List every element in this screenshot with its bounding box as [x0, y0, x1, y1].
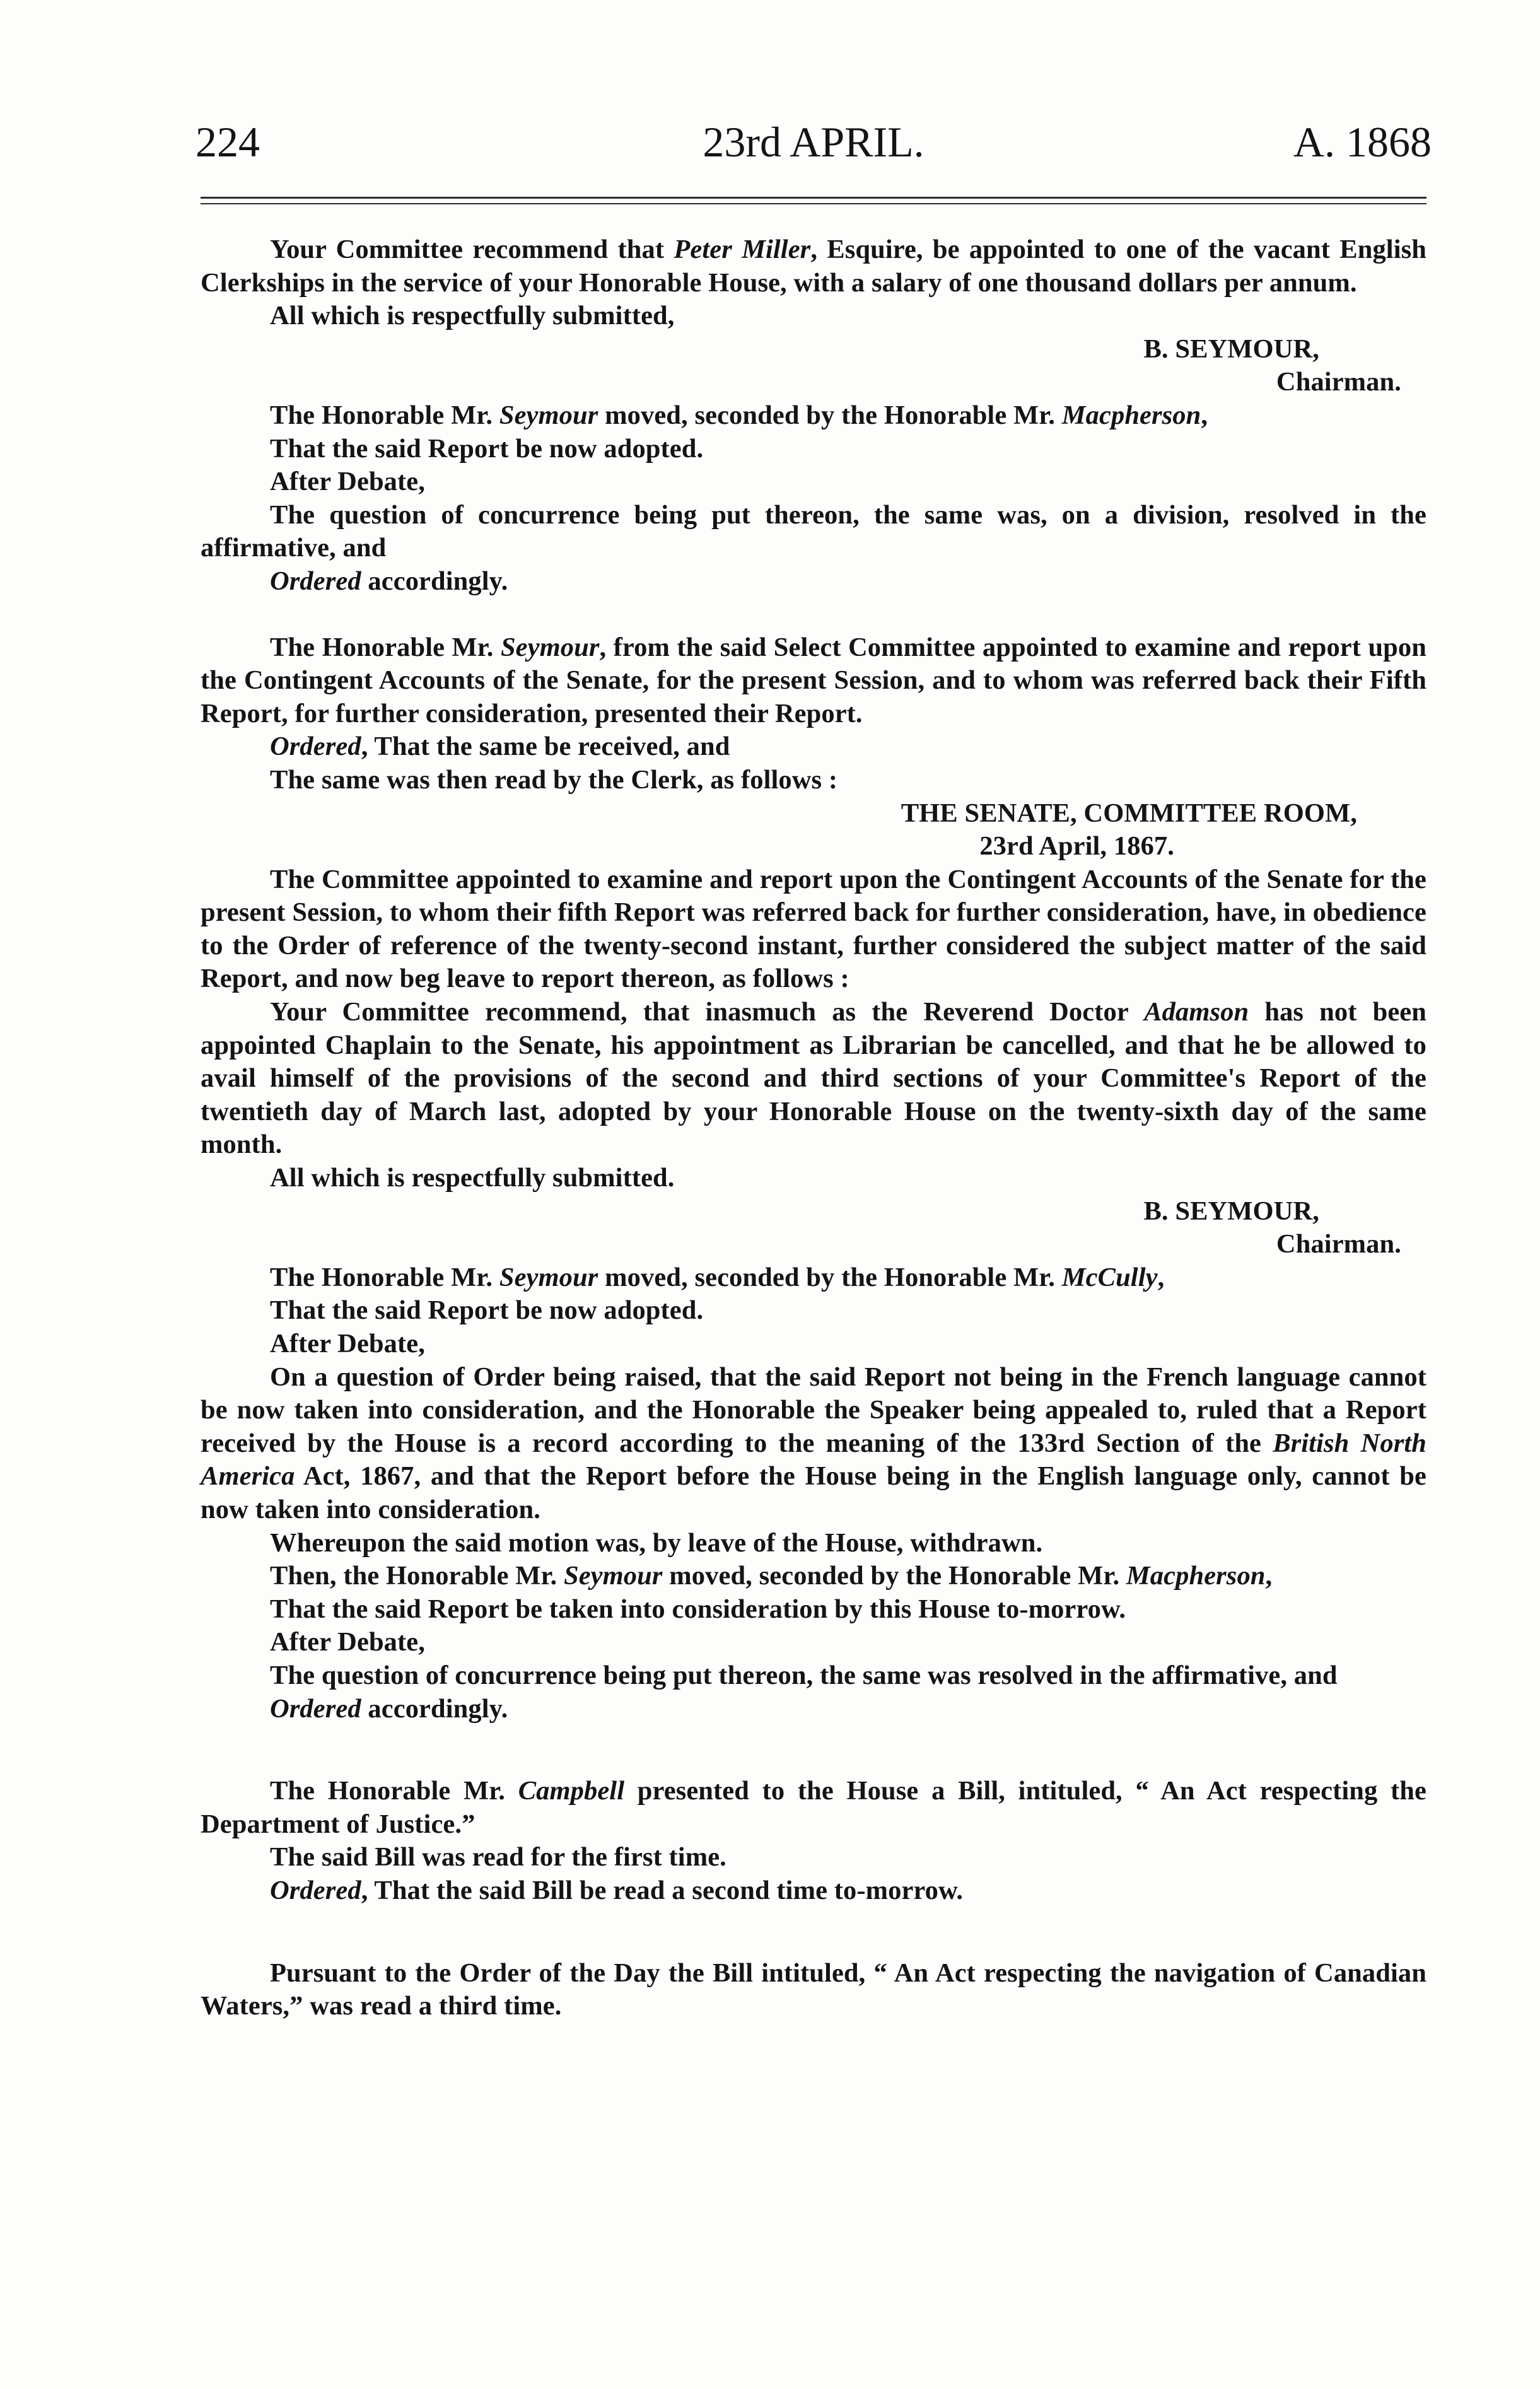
signature-title-2: Chairman.	[1276, 1229, 1401, 1259]
paragraph-withdrawn: Whereupon the said motion was, by leave of the House, withdrawn.	[270, 1527, 1043, 1558]
paragraph-motion-3: Then, the Honorable Mr. Seymour moved, seconded by the Honorable Mr. Macpherson,	[270, 1561, 1273, 1591]
signature-title: Chairman.	[1276, 367, 1401, 397]
paragraph-debate-2: After Debate,	[270, 1329, 425, 1358]
paragraph-first-reading: The said Bill was read for the first time.	[270, 1842, 726, 1872]
paragraph-debate-3: After Debate,	[270, 1627, 425, 1657]
paragraph-question: The question of concurrence being put thereon, the same was, on a division, resolved in the affirmative, and	[201, 499, 1426, 563]
committee-room-date: 23rd April, 1867.	[979, 831, 1174, 862]
header-rule	[201, 197, 1426, 199]
paragraph-recommendation: Your Committee recommend that Peter Miller, Esquire, be appointed to one of the vacant English Clerkships in the service of your Honorable House, with a salary of one thousand dollars per annum.	[201, 235, 1426, 298]
paragraph-motion-2: The Honorable Mr. Seymour moved, seconded by the Honorable Mr. McCully,	[270, 1262, 1165, 1292]
paragraph-read-by-clerk: The same was then read by the Clerk, as follows :	[270, 764, 838, 795]
header-date: 23rd APRIL.	[703, 118, 925, 166]
document-body	[201, 233, 1426, 2023]
paragraph-adopted: That the said Report be now adopted.	[270, 433, 704, 464]
paragraph-second-reading: Ordered, That the said Bill be read a second time to-morrow.	[270, 1875, 964, 1905]
section-gap-2	[201, 1726, 1426, 1775]
paragraph-chaplain: Your Committee recommend, that inasmuch as the Reverend Doctor Adamson has not been appointed Chaplain to the Senate, his appointment as Librarian be cancelled, and that he be allowed to avail himself of the provisions of the second and third sections of your Committee's Report of the twentieth day of March last, adopted by your Honorable House on the twenty-sixth day of the same month.	[201, 997, 1427, 1160]
paragraph-submitted: All which is respectfully submitted,	[270, 301, 675, 331]
paragraph-question-2: The question of concurrence being put thereon, the same was resolved in the affirmative, and	[270, 1660, 1338, 1690]
paragraph-ordered-received: Ordered, That the same be received, and	[270, 732, 730, 762]
paragraph-motion: The Honorable Mr. Seymour moved, seconded by the Honorable Mr. Macpherson,	[270, 400, 1208, 430]
paragraph-ordered-2: Ordered accordingly.	[270, 1693, 508, 1724]
paragraph-point-of-order: On a question of Order being raised, that the said Report not being in the French language cannot be now taken into consideration, and the Honorable the Speaker being appealed to, ruled that a Report received by the House is a record according to the meaning of the 133rd Section of the British North America Act, 1867, and that the Report before the House being in the English language only, cannot be now taken into consideration.	[201, 1362, 1426, 1524]
signature-name: B. SEYMOUR,	[1143, 334, 1319, 364]
committee-room-heading: THE SENATE, COMMITTEE ROOM,	[901, 798, 1357, 828]
paragraph-committee-report: The Committee appointed to examine and report upon the Contingent Accounts of the Senate for the present Session, to whom their fifth Report was referred back for further consideration, have, in obedience to the Order of reference of the twenty-second instant, further considered the subject matter of the said Report, and now beg leave to report thereon, as follows :	[201, 864, 1426, 994]
header-year: A. 1868	[1293, 118, 1432, 166]
section-gap	[201, 599, 1426, 631]
paragraph-bill-presented: The Honorable Mr. Campbell presented to the House a Bill, intituled, “ An Act respecting the Department of Justice.”	[201, 1776, 1426, 1839]
header-rule-thin	[201, 203, 1426, 204]
signature-name-2: B. SEYMOUR,	[1143, 1196, 1319, 1226]
paragraph-consideration-tomorrow: That the said Report be taken into consideration by this House to-morrow.	[270, 1594, 1126, 1624]
paragraph-submitted-2: All which is respectfully submitted.	[270, 1163, 675, 1193]
paragraph-ordered: Ordered accordingly.	[270, 566, 508, 596]
page-header	[195, 114, 1432, 189]
paragraph-adopted-2: That the said Report be now adopted.	[270, 1295, 704, 1326]
paragraph-debate: After Debate,	[270, 467, 425, 497]
section-gap-3	[201, 1908, 1426, 1957]
page-number: 224	[195, 118, 260, 166]
paragraph-third-reading: Pursuant to the Order of the Day the Bill intituled, “ An Act respecting the navigation of Canadian Waters,” was read a third time.	[201, 1958, 1426, 2021]
paragraph-report-presented: The Honorable Mr. Seymour, from the said Select Committee appointed to examine and report upon the Contingent Accounts of the Senate, for the present Session, and to whom was referred back their Fifth Report, for further consideration, presented their Report.	[201, 632, 1427, 728]
